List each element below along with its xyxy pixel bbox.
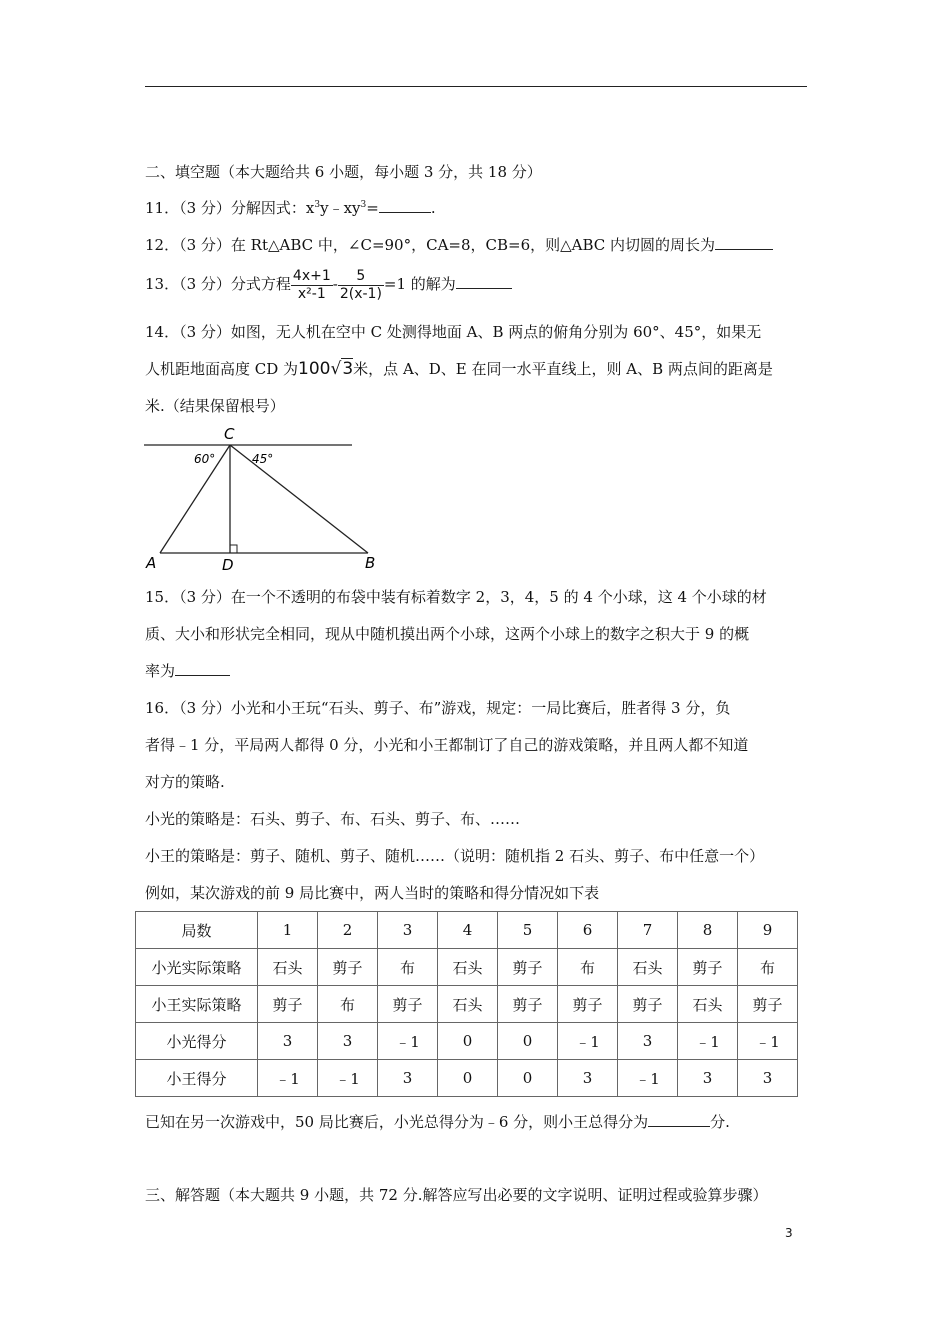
angle-45-label: 45° (252, 452, 274, 466)
answer-blank (456, 274, 512, 289)
label-d: D (222, 556, 234, 574)
score-table (135, 911, 798, 1097)
table-cell: 剪子 (258, 986, 318, 1023)
table-cell: 1 (258, 912, 318, 949)
table-cell: ﹣1 (618, 1060, 678, 1097)
fraction-1: $\frac{4x+1}{\text{x²-1}}$ (292, 267, 331, 302)
table-cell: 石头 (678, 986, 738, 1023)
label-b: B (365, 554, 376, 572)
table-cell: 3 (258, 1023, 318, 1060)
table-cell: 布 (738, 949, 798, 986)
table-cell: 0 (498, 1023, 558, 1060)
table-cell: 9 (738, 912, 798, 949)
question-15-line-2: 质、大小和形状完全相同，现从中随机摸出两个小球，这两个小球上的数字之积大于 9 的概 (145, 625, 750, 643)
header-rule (145, 86, 807, 87)
label-a: A (146, 554, 157, 572)
table-cell: 3 (678, 1060, 738, 1097)
question-12: 12．（3 分）在 Rt△ABC 中，∠C=90°，CA=8，CB=6，则△ABC 内切圆的周长为 (145, 235, 773, 255)
line-cb (230, 445, 368, 553)
angle-60-label: 60° (194, 452, 216, 466)
table-row (136, 1023, 798, 1060)
table-cell: 4 (438, 912, 498, 949)
table-row (136, 912, 798, 949)
question-16-line-1: 16．（3 分）小光和小王玩“石头、剪子、布”游戏，规定：一局比赛后，胜者得 3 分，负 (145, 699, 731, 717)
table-cell: 3 (378, 1060, 438, 1097)
answer-blank (715, 235, 773, 250)
xiaoguang-strategy: 小光的策略是：石头、剪子、布、石头、剪子、布、…… (145, 810, 521, 828)
sqrt-expression: 100√3 (298, 359, 354, 379)
table-row (136, 986, 798, 1023)
question-15-line-3: 率为 (145, 661, 230, 681)
table-cell: 剪子 (318, 949, 378, 986)
question-15-line-1: 15．（3 分）在一个不透明的布袋中装有标着数字 2，3，4，5 的 4 个小球，这 4 个小球的材 (145, 588, 767, 606)
table-cell: ﹣1 (738, 1023, 798, 1060)
table-intro: 例如，某次游戏的前 9 局比赛中，两人当时的策略和得分情况如下表 (145, 884, 600, 902)
question-14-line-1: 14．（3 分）如图，无人机在空中 C 处测得地面 A、B 两点的俯角分别为 60°、45°，如果无 (145, 323, 762, 341)
fraction-2: $\frac{5}{2(x-1)}$ (339, 267, 382, 302)
table-cell: 剪子 (558, 986, 618, 1023)
table-cell: 石头 (258, 949, 318, 986)
answer-blank (379, 198, 431, 213)
table-cell: 石头 (618, 949, 678, 986)
table-cell: 8 (678, 912, 738, 949)
table-cell: 3 (318, 1023, 378, 1060)
question-16-conclusion: 已知在另一次游戏中，50 局比赛后，小光总得分为﹣6 分，则小王总得分为 分. (145, 1113, 730, 1131)
answer-blank (175, 661, 230, 676)
question-13: 13．（3 分）分式方程 $\frac{4x+1}{\text{x²-1}}$ - $\frac{5}{2(x-1)}$ =1 的解为 (145, 264, 512, 304)
page-number: 3 (785, 1226, 793, 1240)
table-cell: 3 (558, 1060, 618, 1097)
answer-blank (648, 1112, 710, 1127)
table-cell: 剪子 (378, 986, 438, 1023)
table-cell: ﹣1 (678, 1023, 738, 1060)
question-14-line-3: 米.（结果保留根号） (145, 397, 285, 415)
table-cell: 2 (318, 912, 378, 949)
table-cell: ﹣1 (258, 1060, 318, 1097)
table-cell: 3 (738, 1060, 798, 1097)
table-cell: 剪子 (678, 949, 738, 986)
table-cell: 剪子 (498, 986, 558, 1023)
table-cell: 布 (558, 949, 618, 986)
row-header-cell: 小王得分 (136, 1060, 258, 1097)
row-header-cell: 局数 (136, 912, 258, 949)
xiaowang-strategy: 小王的策略是：剪子、随机、剪子、随机……（说明：随机指 2 石头、剪子、布中任意一个） (145, 847, 765, 865)
table-cell: 剪子 (498, 949, 558, 986)
drone-angle-figure (140, 424, 380, 574)
row-header-cell: 小光得分 (136, 1023, 258, 1060)
table-cell: 7 (618, 912, 678, 949)
question-14-line-2: 人机距地面高度 CD 为100√3米，点 A、D、E 在同一水平直线上，则 A、B 两点间的距离是 (145, 359, 773, 379)
table-cell: 布 (378, 949, 438, 986)
section-3-heading: 三、解答题（本大题共 9 小题，共 72 分.解答应写出必要的文字说明、证明过程或验算步骤） (145, 1186, 768, 1204)
row-header-cell: 小光实际策略 (136, 949, 258, 986)
question-16-line-2: 者得﹣1 分，平局两人都得 0 分，小光和小王都制订了自己的游戏策略，并且两人都不知道 (145, 736, 749, 754)
table-cell: 3 (378, 912, 438, 949)
table-cell: ﹣1 (558, 1023, 618, 1060)
table-cell: 0 (438, 1023, 498, 1060)
table-cell: 石头 (438, 949, 498, 986)
question-16-line-3: 对方的策略. (145, 773, 225, 791)
row-header-cell: 小王实际策略 (136, 986, 258, 1023)
table-cell: 剪子 (618, 986, 678, 1023)
right-angle-marker (230, 545, 237, 553)
table-cell: 布 (318, 986, 378, 1023)
table-cell: 5 (498, 912, 558, 949)
table-row (136, 949, 798, 986)
table-cell: 3 (618, 1023, 678, 1060)
section-2-heading: 二、填空题（本大题给共 6 小题，每小题 3 分，共 18 分） (145, 163, 542, 181)
table-cell: ﹣1 (318, 1060, 378, 1097)
table-row (136, 1060, 798, 1097)
question-11: 11．（3 分）分解因式：$x^3y﹣xy^3=$ . (145, 199, 436, 217)
table-cell: 剪子 (738, 986, 798, 1023)
label-c: C (224, 425, 235, 443)
table-cell: 6 (558, 912, 618, 949)
table-cell: ﹣1 (378, 1023, 438, 1060)
table-cell: 0 (498, 1060, 558, 1097)
table-cell: 0 (438, 1060, 498, 1097)
table-cell: 石头 (438, 986, 498, 1023)
